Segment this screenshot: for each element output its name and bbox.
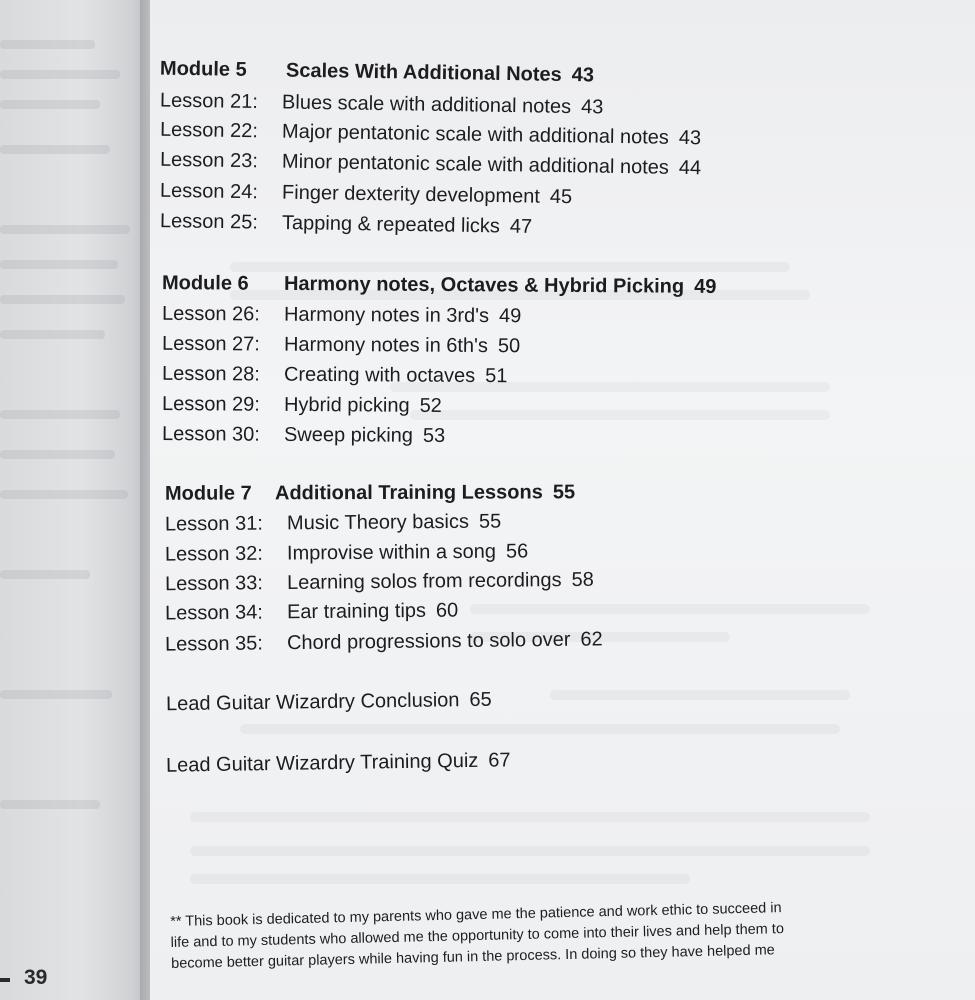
toc-entry: Lead Guitar Wizardry Conclusion 65 <box>165 688 492 716</box>
toc-entry: Lesson 32: Improvise within a song 56 <box>164 540 529 566</box>
toc-entry: Lesson 21: Blues scale with additional notes 43 <box>159 89 604 119</box>
module-heading: Module 6 Harmony notes, Octaves & Hybrid Picking 49 <box>161 272 717 298</box>
toc-entry: Lesson 28: Creating with octaves 51 <box>161 362 508 388</box>
toc-entry: Lesson 35: Chord progressions to solo over 62 <box>164 628 603 656</box>
toc-entry: Lead Guitar Wizardry Training Quiz 67 <box>165 749 511 777</box>
dedication-line: become better guitar players while having fun in the process. In doing so they have helped me <box>170 942 775 972</box>
dedication-line: ** This book is dedicated to my parents who gave me the patience and work ethic to succeed in <box>170 900 782 930</box>
toc-entry: Lesson 31: Music Theory basics 55 <box>164 510 502 536</box>
module-heading: Module 5 Scales With Additional Notes 43 <box>159 57 595 87</box>
page-number: 39 <box>24 966 48 989</box>
toc-entry: Lesson 33: Learning solos from recordings 58 <box>164 568 594 596</box>
toc-entry: Lesson 23: Minor pentatonic scale with additional notes 44 <box>159 148 702 180</box>
toc-entry: Lesson 26: Harmony notes in 3rd's 49 <box>161 302 522 328</box>
toc-entry: Lesson 22: Major pentatonic scale with additional notes 43 <box>159 118 702 150</box>
dedication-line: life and to my students who allowed me the opportunity to come into their lives and help them to <box>170 921 785 951</box>
toc-entry: Lesson 30: Sweep picking 53 <box>161 423 446 447</box>
toc-entry: Lesson 34: Ear training tips 60 <box>164 599 459 625</box>
module-heading: Module 7 Additional Training Lessons 55 <box>164 481 576 505</box>
toc-entry: Lesson 27: Harmony notes in 6th's 50 <box>161 332 521 358</box>
toc-entry: Lesson 24: Finger dexterity development 45 <box>159 179 573 209</box>
toc-entry: Lesson 29: Hybrid picking 52 <box>161 393 442 417</box>
toc-entry: Lesson 25: Tapping & repeated licks 47 <box>159 210 533 238</box>
